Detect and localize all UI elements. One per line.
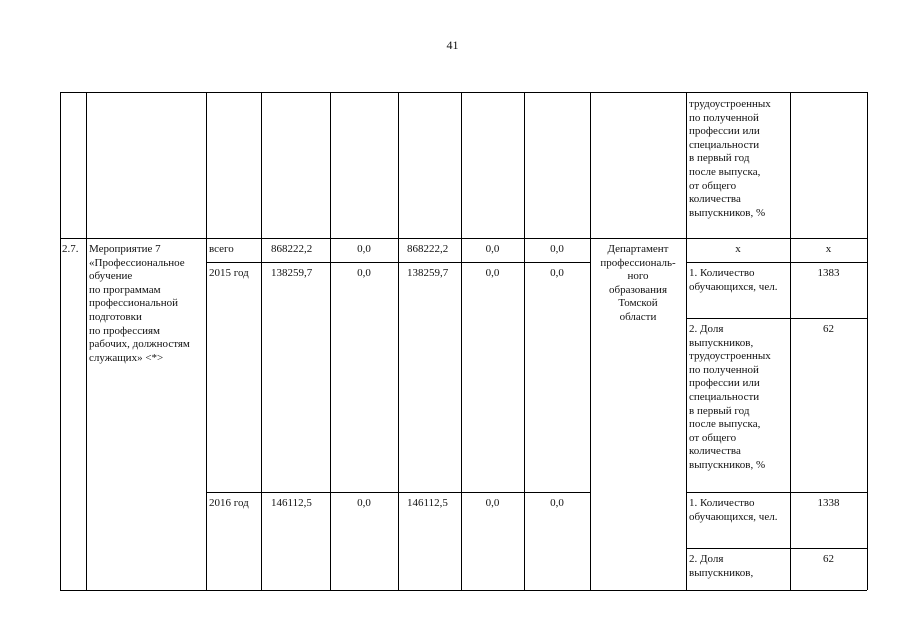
- grid-line: [261, 92, 262, 590]
- indicator-value: 1383: [817, 267, 840, 279]
- indicator-value: х: [825, 243, 832, 255]
- row-period: 2016 год: [209, 497, 249, 509]
- row-other: 0,0: [550, 497, 564, 509]
- row-period: всего: [209, 243, 234, 255]
- indicator-name: х: [735, 243, 741, 255]
- grid-line: [60, 92, 867, 93]
- grid-line: [206, 92, 207, 590]
- row-local: 0,0: [485, 497, 500, 509]
- row-regional: 146112,5: [407, 497, 448, 509]
- row-period: 2015 год: [209, 267, 249, 279]
- grid-line: [686, 318, 867, 319]
- grid-line: [524, 92, 525, 590]
- row-federal: 0,0: [357, 267, 371, 279]
- grid-line: [330, 92, 331, 590]
- row-total: 868222,2: [271, 243, 313, 255]
- item-number: 2.7.: [62, 243, 79, 255]
- indicator-name-continued: трудоустроенных по полученной профессии или специальности в первый год после выпуска, от общего количества выпускников, %: [689, 98, 771, 219]
- grid-line: [461, 92, 462, 590]
- grid-line: [60, 238, 867, 239]
- page-number: 41: [446, 38, 459, 52]
- row-regional: 868222,2: [407, 243, 449, 255]
- row-regional: 138259,7: [407, 267, 449, 279]
- row-federal: 0,0: [357, 497, 371, 509]
- row-total: 138259,7: [271, 267, 313, 279]
- grid-line: [686, 548, 867, 549]
- row-other: 0,0: [550, 243, 564, 255]
- grid-line: [60, 92, 61, 590]
- grid-line: [398, 92, 399, 590]
- grid-line: [686, 262, 867, 263]
- indicator-name: 1. Количество обучающихся, чел.: [689, 497, 778, 523]
- item-name: Мероприятие 7 «Профессиональное обучение по программам профессиональной подготовки по профессиям рабочих, должностям служащих» <*>: [89, 243, 190, 364]
- row-local: 0,0: [485, 267, 500, 279]
- row-federal: 0,0: [357, 243, 371, 255]
- grid-line: [790, 92, 791, 590]
- row-local: 0,0: [485, 243, 500, 255]
- indicator-name: 2. Доля выпускников, трудоустроенных по полученной профессии или специальности в первый год после выпуска, от общего количества выпускников, %: [689, 323, 771, 471]
- grid-line: [590, 92, 591, 590]
- indicator-value: 1338: [817, 497, 840, 509]
- row-other: 0,0: [550, 267, 564, 279]
- indicator-name: 1. Количество обучающихся, чел.: [689, 267, 778, 293]
- executor: Департамент профессиональ- ного образования Томской области: [600, 243, 676, 323]
- grid-line: [686, 492, 867, 493]
- grid-line: [867, 92, 868, 590]
- grid-line: [60, 590, 867, 591]
- row-total: 146112,5: [271, 497, 312, 509]
- indicator-value: 62: [823, 323, 834, 335]
- indicator-value: 62: [823, 553, 834, 565]
- indicator-name: 2. Доля выпускников,: [689, 553, 754, 579]
